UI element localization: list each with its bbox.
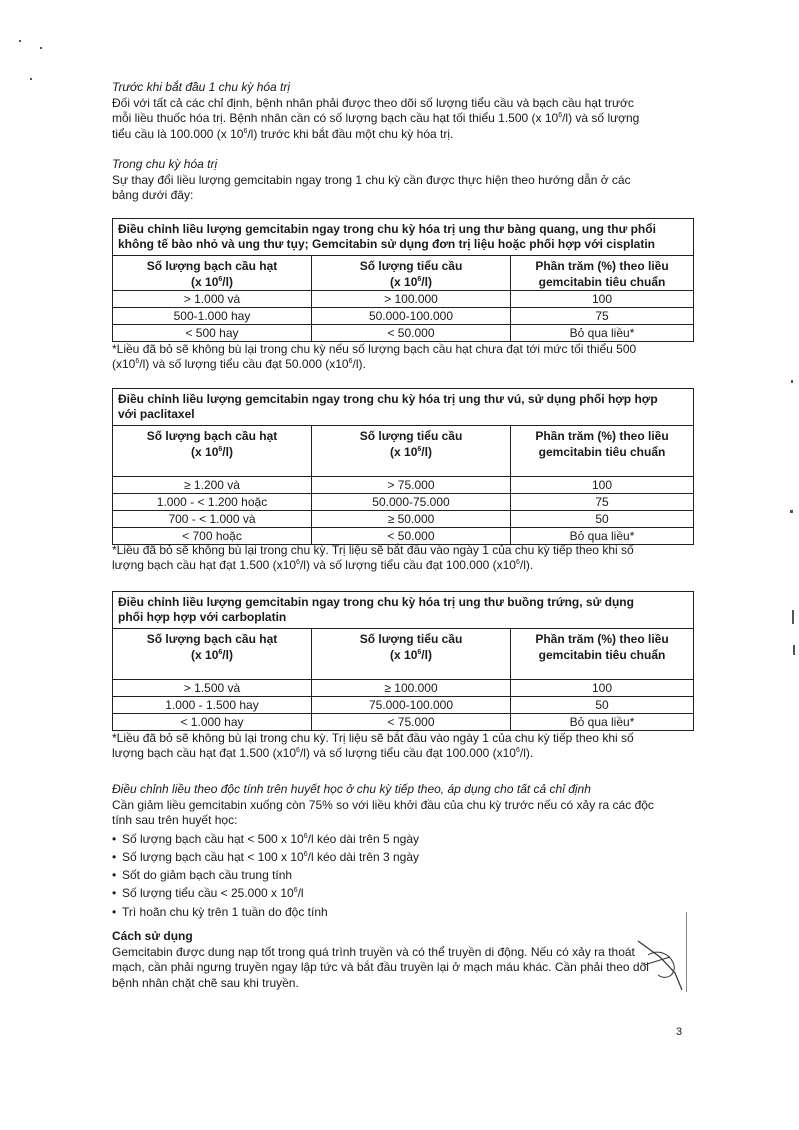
table-row [113, 477, 694, 494]
table-footnote: *Liều đã bỏ sẽ không bù lại trong chu kỳ. Trị liệu sẽ bắt đầu vào ngày 1 của chu kỳ tiếp theo khi số lượng bạch cầu hạt đạt 1.500 $(x10^6/l)$ và số lượng tiểu cầu đạt 100.000 $(x10^6/l)$. [112, 543, 634, 572]
table-cell: Bỏ qua liều* [511, 528, 694, 545]
table-title: Điều chỉnh liều lượng gemcitabin ngay trong chu kỳ hóa trị ung thư vú, sử dụng phối hợp hợp với paclitaxel [113, 389, 694, 426]
scan-speck [792, 610, 794, 624]
table-row [113, 528, 694, 545]
table-cell: Bỏ qua liều* [511, 714, 694, 731]
table-cell: < 700 hoặc [113, 528, 312, 545]
table-cell: 700 - < 1.000 và [113, 511, 312, 528]
table-cell: 100 [511, 477, 694, 494]
scan-speck [793, 645, 795, 655]
column-header-percent-dose: Phần trăm (%) theo liều gemcitabin tiêu chuẩn [511, 256, 694, 291]
table-cell: ≥ 100.000 [312, 680, 511, 697]
table-cell: 50 [511, 697, 694, 714]
page-number: 3 [676, 1026, 683, 1038]
table-cell: 75 [511, 494, 694, 511]
table-cell: Bỏ qua liều* [511, 325, 694, 342]
dose-table-breast [112, 388, 694, 545]
table-cell: 1.000 - 1.500 hay [113, 697, 312, 714]
table-cell: 50 [511, 511, 694, 528]
column-header-platelets: Số lượng tiểu cầu (x $10^6/l$) [312, 426, 511, 477]
table-cell: 100 [511, 291, 694, 308]
section-administration [112, 929, 702, 991]
table-title: Điều chỉnh liều lượng gemcitabin ngay trong chu kỳ hóa trị ung thư bàng quang, ung thư phổi không tế bào nhỏ và ung thư tụy; Gemcitabin sử dụng đơn trị liệu hoặc phối hợp với cisplatin [113, 219, 694, 256]
column-header-granulocytes: Số lượng bạch cầu hạt (x $10^6/l$) [113, 256, 312, 291]
table-row [113, 325, 694, 342]
table-row [113, 494, 694, 511]
scan-speck [30, 78, 32, 80]
section-heading: Trước khi bắt đầu 1 chu kỳ hóa trị [112, 80, 291, 94]
table-row [113, 511, 694, 528]
table-cell: > 1.500 và [113, 680, 312, 697]
table-cell: < 50.000 [312, 325, 511, 342]
column-header-granulocytes: Số lượng bạch cầu hạt (x $10^6/l$) [113, 426, 312, 477]
paragraph-line: Gemcitabin được dung nạp tốt trong quá trình truyền và có thể truyền di động. Nếu có xảy ra thoát [112, 944, 635, 959]
table-cell: < 500 hay [113, 325, 312, 342]
dose-table-bladder-lung-pancreas [112, 218, 694, 342]
handwritten-mark [630, 935, 690, 995]
table-cell: 50.000-75.000 [312, 494, 511, 511]
table-cell: 1.000 - < 1.200 hoặc [113, 494, 312, 511]
table-row [113, 714, 694, 731]
paragraph-line: mỗi liều thuốc hóa trị. Bệnh nhân cần có số lượng bạch cầu hạt tối thiểu 1.500 (x $10^6/l$) và số lượng [112, 111, 640, 125]
table-cell: ≥ 50.000 [312, 511, 511, 528]
paragraph-line: Cần giảm liều gemcitabin xuống còn 75% so với liều khởi đầu của chu kỳ trước nếu có xảy ra các độc [112, 797, 654, 812]
table-footnote: *Liều đã bỏ sẽ không bù lại trong chu kỳ nếu số lượng bạch cầu hạt chưa đạt tới mức tối thiểu 500 $(x10^6/l)$ và số lượng tiểu cầu đạt 50.000 $(x10^6/l)$. [112, 342, 637, 371]
section-heading: Điều chỉnh liều theo độc tính trên huyết học ở chu kỳ tiếp theo, áp dụng cho tất cả chỉ định [112, 782, 591, 796]
column-header-platelets: Số lượng tiểu cầu (x $10^6/l$) [312, 256, 511, 291]
list-item: • Sốt do giảm bạch cầu trung tính [112, 868, 293, 883]
list-item: • Số lượng bạch cầu hạt < 100 x $10^6/l$ kéo dài trên 3 ngày [112, 849, 420, 864]
table-cell: < 75.000 [312, 714, 511, 731]
list-item: • Số lượng bạch cầu hạt < 500 x $10^6/l$ kéo dài trên 5 ngày [112, 831, 420, 846]
section-during-cycle [112, 157, 692, 204]
list-item: • Số lượng tiểu cầu < 25.000 x $10^6/l$ [112, 886, 304, 901]
scan-speck [40, 47, 42, 49]
paragraph-line: tiểu cầu là 100.000 (x $10^6/l$) trước khi bắt đầu một chu kỳ hóa trị. [112, 126, 454, 141]
dose-table-ovarian [112, 591, 694, 731]
table-cell: > 100.000 [312, 291, 511, 308]
table-cell: 75.000-100.000 [312, 697, 511, 714]
paragraph-line: bảng dưới đây: [112, 188, 194, 202]
section-hematologic-toxicity [112, 782, 702, 922]
paragraph-line: Đối với tất cả các chỉ định, bệnh nhân phải được theo dõi số lượng tiểu cầu và bạch cầu hạt trước [112, 95, 634, 110]
table-cell: > 75.000 [312, 477, 511, 494]
table-row [113, 697, 694, 714]
paragraph-line: mạch, cần phải ngưng truyền ngay lập tức và bắt đầu truyền lại ở mạch máu khác. Cần phải theo dõi [112, 960, 649, 974]
table-row [113, 291, 694, 308]
table-cell: 75 [511, 308, 694, 325]
table-cell: 100 [511, 680, 694, 697]
column-header-platelets: Số lượng tiểu cầu (x $10^6/l$) [312, 629, 511, 680]
column-header-percent-dose: Phần trăm (%) theo liều gemcitabin tiêu chuẩn [511, 426, 694, 477]
column-header-percent-dose: Phần trăm (%) theo liều gemcitabin tiêu chuẩn [511, 629, 694, 680]
section-heading: Cách sử dụng [112, 929, 193, 943]
scan-speck [791, 380, 793, 383]
section-heading: Trong chu kỳ hóa trị [112, 157, 218, 171]
scan-speck [19, 40, 21, 42]
list-item: • Trì hoãn chu kỳ trên 1 tuần do độc tính [112, 904, 328, 919]
scan-speck [790, 510, 793, 513]
section-before-cycle [112, 80, 692, 142]
table-row [113, 680, 694, 697]
table-cell: < 50.000 [312, 528, 511, 545]
toxicity-bullet-list [112, 831, 702, 920]
table-cell: ≥ 1.200 và [113, 477, 312, 494]
table-cell: 50.000-100.000 [312, 308, 511, 325]
table-cell: < 1.000 hay [113, 714, 312, 731]
table-footnote: *Liều đã bỏ sẽ không bù lại trong chu kỳ. Trị liệu sẽ bắt đầu vào ngày 1 của chu kỳ tiếp theo khi số lượng bạch cầu hạt đạt 1.500 $(x10^6/l)$ và số lượng tiểu cầu đạt 100.000 $(x10^6/l)$. [112, 731, 634, 760]
table-cell: 500-1.000 hay [113, 308, 312, 325]
paragraph-line: Sự thay đổi liều lượng gemcitabin ngay trong 1 chu kỳ cần được thực hiện theo hướng dẫn ở các [112, 172, 631, 187]
table-row [113, 308, 694, 325]
table-title: Điều chỉnh liều lượng gemcitabin ngay trong chu kỳ hóa trị ung thư buồng trứng, sử dụng phối hợp hợp với carboplatin [113, 592, 694, 629]
paragraph-line: tính sau trên huyết học: [112, 813, 238, 827]
table-cell: > 1.000 và [113, 291, 312, 308]
column-header-granulocytes: Số lượng bạch cầu hạt (x $10^6/l$) [113, 629, 312, 680]
paragraph-line: bệnh nhân chặt chẽ sau khi truyền. [112, 975, 299, 990]
